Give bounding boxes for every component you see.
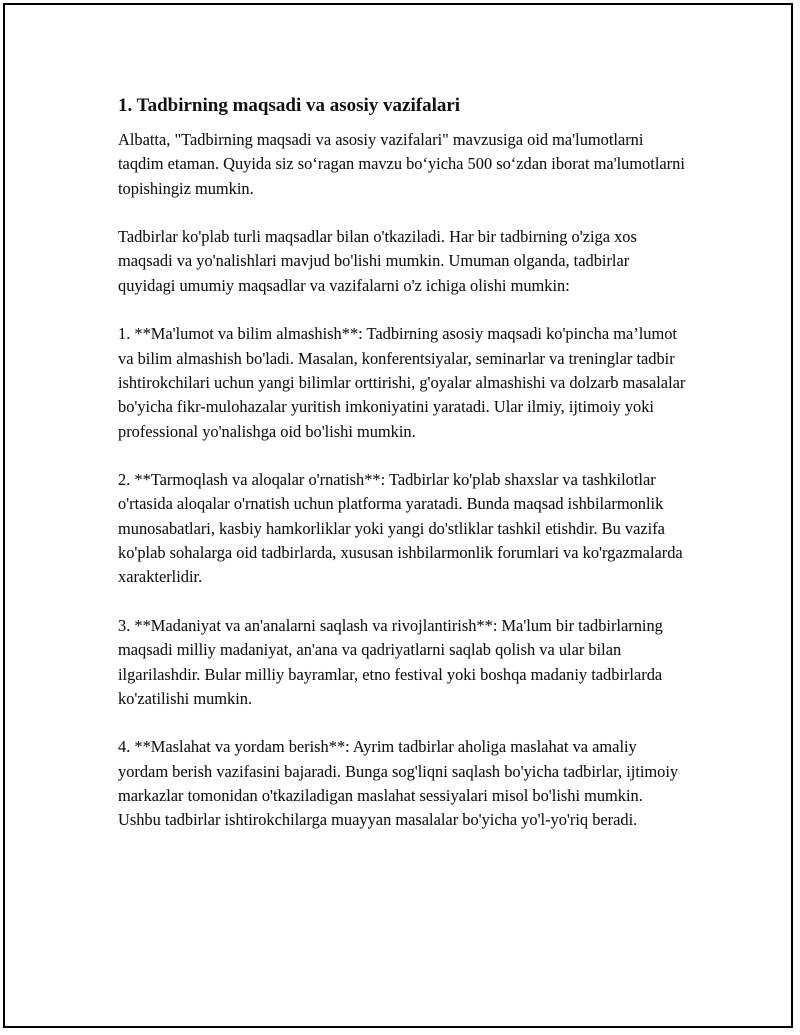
- section-heading: 1. Tadbirning maqsadi va asosiy vazifalari: [118, 95, 461, 116]
- list-item-1-paragraph: 1. **Ma'lumot va bilim almashish**: Tadbirning asosiy maqsadi ko'pincha ma’lumot va bilim almashish bo'ladi. Masalan, konferentsiyalar, seminarlar va treninglar tadbir ishtirokchilari uchun yangi bilimlar orttirishi, g'oyalar almashishi va dolzarb masalalar bo'yicha fikr-mulohazalar yuritish imkoniyatini yaratadi. Ular ilmiy, ijtimoiy yoki professional yo'nalishga oid bo'lishi mumkin.: [118, 324, 686, 441]
- intro-paragraph: Albatta, "Tadbirning maqsadi va asosiy vazifalari" mavzusiga oid ma'lumotlarni taqdim etaman. Quyida siz so‘ragan mavzu bo‘yicha 500 so‘zdan iborat ma'lumotlarni topishingiz mumkin.: [118, 130, 685, 198]
- list-item-2-paragraph: 2. **Tarmoqlash va aloqalar o'rnatish**: Tadbirlar ko'plab shaxslar va tashkilotlar o'rtasida aloqalar o'rnatish uchun platforma yaratadi. Bunda maqsad ishbilarmonlik munosabatlari, kasbiy hamkorliklar yoki yangi do'stliklar tashkil etishdir. Bu vazifa ko'plab sohalarga oid tadbirlarda, xususan ishbilarmonlik forumlari va ko'rgazmalarda xarakterlidir.: [118, 470, 683, 587]
- overview-paragraph: Tadbirlar ko'plab turli maqsadlar bilan o'tkaziladi. Har bir tadbirning o'ziga xos maqsadi va yo'nalishlari mavjud bo'lishi mumkin. Umuman olganda, tadbirlar quyidagi umumiy maqsadlar va vazifalarni o'z ichiga olishi mumkin:: [118, 227, 637, 295]
- list-item-3-paragraph: 3. **Madaniyat va an'analarni saqlash va rivojlantirish**: Ma'lum bir tadbirlarning maqsadi milliy madaniyat, an'ana va qadriyatlarni saqlab qolish va ular bilan ilgarilashdir. Bular milliy bayramlar, etno festival yoki boshqa madaniy tadbirlarda ko'zatilishi mumkin.: [118, 615, 663, 708]
- list-item-4-paragraph: 4. **Maslahat va yordam berish**: Ayrim tadbirlar aholiga maslahat va amaliy yordam berish vazifasini bajaradi. Bunga sog'liqni saqlash bo'yicha tadbirlar, ijtimoiy markazlar tomonidan o'tkaziladigan maslahat sessiyalari misol bo'lishi mumkin. Ushbu tadbirlar ishtirokchilarga muayyan masalalar bo'yicha yo'l-yo'riq beradi.: [118, 737, 679, 830]
- document-body: [118, 93, 688, 857]
